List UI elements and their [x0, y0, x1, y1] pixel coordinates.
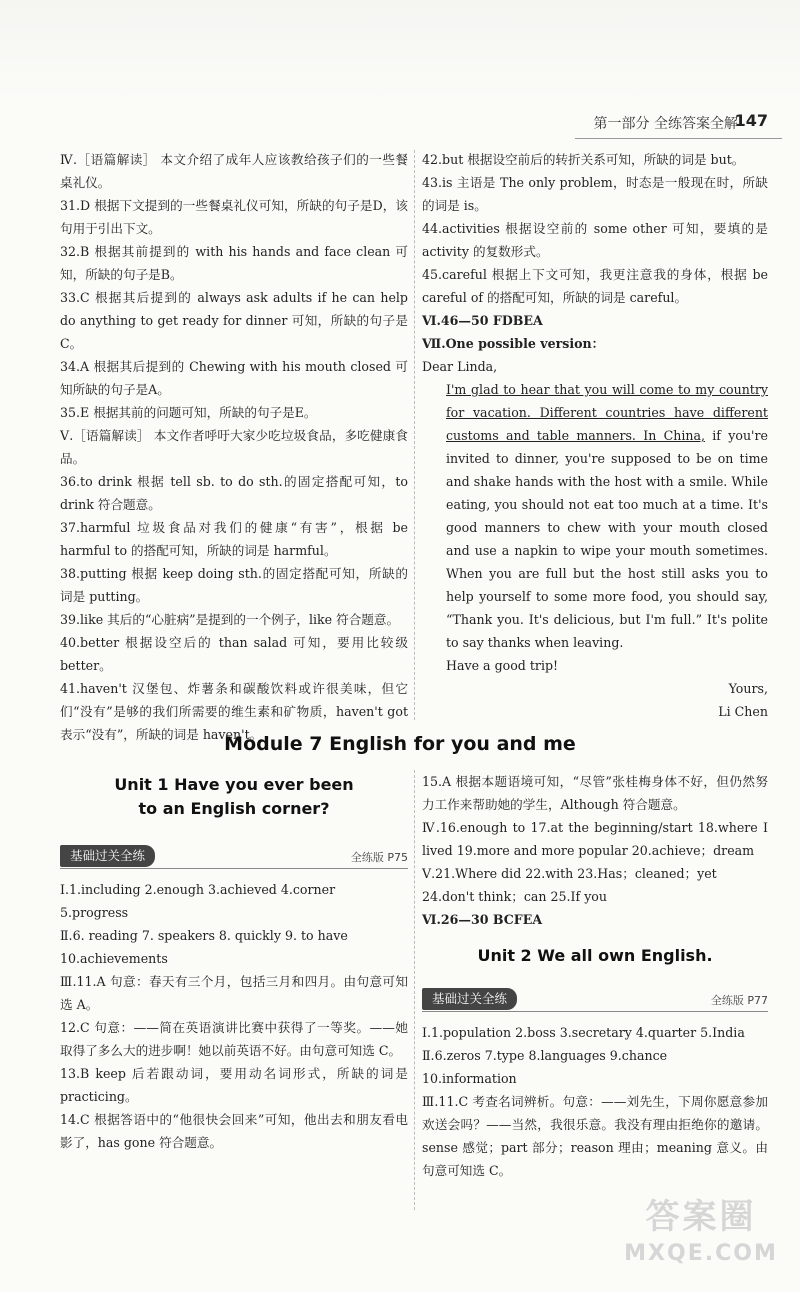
- page-header: [0, 110, 800, 142]
- bar-tag: 基础过关全练: [422, 988, 517, 1010]
- bar-rule: [60, 868, 408, 869]
- answer-item: 34.A 根据其后提到的 Chewing with his mouth closed 可知所缺的句子是A。: [60, 359, 408, 397]
- answer-item: 10.information: [422, 1071, 517, 1086]
- answer-item: 33.C 根据其后提到的 always ask adults if he can help do anything to get ready for dinner 可知，所缺的句子是C。: [60, 290, 408, 351]
- answer-item: 38.putting 根据 keep doing sth.的固定搭配可知，所缺的词是 putting。: [60, 566, 408, 604]
- unit1-title-line2: to an English corner?: [138, 799, 330, 818]
- answer-item: Ⅳ.［语篇解读］ 本文介绍了成年人应该教给孩子们的一些餐桌礼仪。: [60, 152, 408, 190]
- answer-item: Ⅲ.11.A 句意：春天有三个月，包括三月和四月。由句意可知选 A。: [60, 974, 408, 1012]
- section-bar-1: [60, 845, 408, 869]
- answer-item: 13.B keep 后若跟动词，要用动名词形式，所缺的词是 practicing。: [60, 1066, 408, 1104]
- answer-item: Ⅵ.46—50 FDBEA: [422, 313, 543, 328]
- answer-item: 37.harmful 垃圾食品对我们的健康“有害”，根据 be harmful to 的搭配可知，所缺的词是 harmful。: [60, 520, 408, 558]
- answer-item: 5.progress: [60, 905, 129, 920]
- unit1-title-line1: Unit 1 Have you ever been: [114, 775, 354, 794]
- page-top-blank: [0, 0, 800, 100]
- letter-signature: Li Chen: [718, 704, 768, 719]
- answer-item: 42.but 根据设空前后的转折关系可知，所缺的词是 but。: [422, 152, 745, 167]
- unit1-title: [60, 773, 408, 821]
- letter-greeting: Dear Linda,: [422, 359, 498, 374]
- answer-item: Ⅱ.6.zeros 7.type 8.languages 9.chance: [422, 1048, 668, 1063]
- answer-item: Ⅴ.［语篇解读］ 本文作者呼吁大家少吃垃圾食品，多吃健康食品。: [60, 428, 408, 466]
- watermark-top: 答案圈: [645, 1197, 757, 1237]
- left-column-bottom: [60, 878, 408, 1154]
- answer-item: 32.B 根据其前提到的 with his hands and face clean 可知，所缺的句子是B。: [60, 244, 408, 282]
- header-rule: [575, 138, 782, 139]
- answer-item: Ⅰ.1.population 2.boss 3.secretary 4.quarter 5.India: [422, 1025, 745, 1040]
- letter-closing-line: Have a good trip!: [446, 658, 559, 673]
- bar-page-ref: 全练版 P77: [710, 994, 768, 1007]
- answer-item: 31.D 根据下文提到的一些餐桌礼仪可知，所缺的句子是D，该句用于引出下文。: [60, 198, 408, 236]
- section-bar-2: [422, 988, 768, 1012]
- answer-item: 40.better 根据设空后的 than salad 可知，要用比较级 better。: [60, 635, 408, 673]
- page-number: 147: [734, 111, 768, 130]
- bar-tag: 基础过关全练: [60, 845, 155, 867]
- answer-item: Ⅴ.21.Where did 22.with 23.Has；cleaned；yet: [422, 866, 717, 881]
- answer-item: 44.activities 根据设空前的 some other 可知，要填的是 activity 的复数形式。: [422, 221, 768, 259]
- answer-item: Ⅶ.One possible version：: [422, 336, 605, 351]
- watermark-bottom: MXQE.COM: [624, 1241, 778, 1266]
- answer-item: 12.C 句意：——简在英语演讲比赛中获得了一等奖。——她取得了多么大的进步啊！她以前英语不好。由句意可知选 C。: [60, 1020, 408, 1058]
- answer-item: 39.like 其后的“心脏病”是提到的一个例子，like 符合题意。: [60, 612, 400, 627]
- answer-item: Ⅳ.16.enough to 17.at the beginning/start 18.where I lived 19.more and more popular 20.achieve；dream: [422, 820, 768, 858]
- right-column-bottom-2: [422, 1021, 768, 1182]
- left-column-top: [60, 148, 408, 746]
- header-section: 第一部分 全练答案全解: [593, 116, 738, 132]
- letter-underlined-text: I'm glad to hear that you will come to my country for vacation. Different countries have different customs and table manners. In China,: [446, 382, 768, 443]
- answer-item: 45.careful 根据上下文可知，我更注意我的身体，根据 be careful of 的搭配可知，所缺的词是 careful。: [422, 267, 768, 305]
- column-divider-bottom: [414, 770, 415, 1210]
- answer-item: Ⅵ.26—30 BCFEA: [422, 912, 543, 927]
- answer-item: 14.C 根据答语中的“他很快会回来”可知，他出去和朋友看电影了，has gone 符合题意。: [60, 1112, 408, 1150]
- right-column-top: [422, 148, 768, 723]
- answer-item: Ⅰ.1.including 2.enough 3.achieved 4.corner: [60, 882, 336, 897]
- bar-rule: [422, 1011, 768, 1012]
- answer-item: 24.don't think；can 25.If you: [422, 889, 607, 904]
- letter-body-text: if you're invited to dinner, you're supposed to be on time and shake hands with the host with a smile. While eating, you should not eat too much at a time. It's good manners to chew with your mouth closed and use a napkin to wipe your mouth sometimes. When you are full but the host still asks you to help yourself to some more food, you should say, “Thank you. It's delicious, but I'm full.” It's polite to say thanks when leaving.: [446, 428, 768, 650]
- answer-item: 36.to drink 根据 tell sb. to do sth.的固定搭配可知，to drink 符合题意。: [60, 474, 408, 512]
- answer-item: 10.achievements: [60, 951, 168, 966]
- answer-item: Ⅱ.6. reading 7. speakers 8. quickly 9. to have: [60, 928, 348, 943]
- column-divider-top: [414, 150, 415, 720]
- unit2-title: Unit 2 We all own English.: [477, 946, 713, 965]
- answer-item: Ⅲ.11.C 考查名词辨析。句意：——刘先生，下周你愿意参加欢送会吗？——当然，我很乐意。我没有理由拒绝你的邀请。sense 感觉；part 部分；reason 理由；meaning 意义。由句意可知选 C。: [422, 1094, 768, 1178]
- right-column-bottom: [422, 770, 768, 931]
- letter-closing: Yours,: [728, 681, 768, 696]
- answer-item: 43.is 主语是 The only problem，时态是一般现在时，所缺的词是 is。: [422, 175, 768, 213]
- answer-item: 41.haven't 汉堡包、炸薯条和碳酸饮料或许很美味，但它们“没有”是够的我们所需要的维生素和矿物质，haven't got 表示“没有”，所缺的词是 haven't。: [60, 681, 408, 742]
- watermark-logo: [616, 1194, 786, 1284]
- letter-paragraph: [422, 378, 768, 654]
- answer-item: 35.E 根据其前的问题可知，所缺的句子是E。: [60, 405, 317, 420]
- answer-item: 15.A 根据本题语境可知，“尽管”张桂梅身体不好，但仍然努力工作来帮助她的学生，Although 符合题意。: [422, 774, 768, 812]
- module-title: Module 7 English for you and me: [224, 733, 576, 755]
- bar-page-ref: 全练版 P75: [350, 851, 408, 864]
